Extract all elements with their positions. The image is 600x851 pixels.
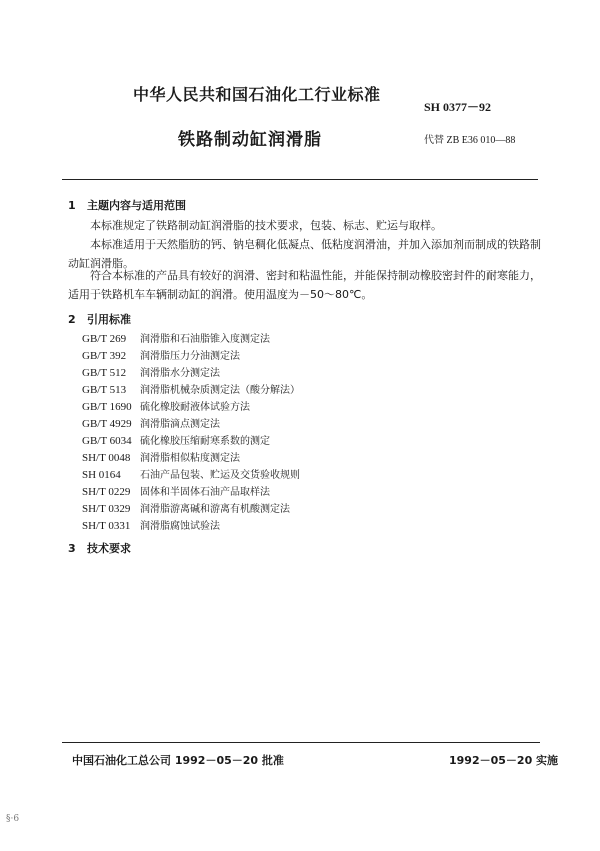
reference-title: 润滑脂滴点测定法 (140, 419, 220, 430)
section-2-heading (68, 311, 131, 327)
reference-title: 固体和半固体石油产品取样法 (140, 487, 270, 498)
reference-item (82, 484, 300, 501)
reference-title: 润滑脂腐蚀试验法 (140, 521, 220, 532)
reference-code: SH/T 0331 (82, 520, 131, 532)
paragraph-scope: 本标准规定了铁路制动缸润滑脂的技术要求，包装、标志、贮运与取样。 (90, 219, 442, 232)
approval-statement: 中国石油化工总公司 1992－05－20 批准 (72, 754, 284, 767)
reference-title: 润滑脂游离碱和游离有机酸测定法 (140, 504, 290, 515)
reference-title: 润滑脂相似粘度测定法 (140, 453, 240, 464)
reference-title: 石油产品包装、贮运及交货验收规则 (140, 470, 300, 481)
reference-code: SH/T 0329 (82, 503, 131, 515)
footer-divider (62, 742, 540, 743)
section-number: 1 (68, 199, 76, 212)
section-3-heading (68, 540, 131, 556)
header-divider (62, 179, 538, 180)
section-title: 主题内容与适用范围 (87, 199, 186, 212)
replaces-standard: 代替 ZB E36 010—88 (424, 135, 516, 146)
reference-code: GB/T 513 (82, 384, 127, 396)
reference-item (82, 399, 300, 416)
reference-item (82, 365, 300, 382)
reference-code: GB/T 392 (82, 350, 127, 362)
reference-title: 硫化橡胶压缩耐寒系数的测定 (140, 436, 270, 447)
reference-code: SH/T 0048 (82, 452, 131, 464)
effective-date: 1992－05－20 实施 (449, 754, 559, 767)
reference-title: 硫化橡胶耐液体试验方法 (140, 402, 250, 413)
reference-code: SH 0164 (82, 469, 121, 481)
reference-item (82, 433, 300, 450)
reference-item (82, 348, 300, 365)
standard-code: SH 0377－92 (424, 100, 492, 114)
reference-title: 润滑脂压力分油测定法 (140, 351, 240, 362)
reference-code: GB/T 269 (82, 333, 127, 345)
reference-item (82, 501, 300, 518)
margin-mark: §·6 (6, 814, 20, 824)
paragraph-applicability: 本标准适用于天然脂肪的钙、钠皂稠化低凝点、低粘度润滑油，并加入添加剂而制成的铁路制动缸润滑脂。 (68, 238, 541, 270)
reference-item (82, 450, 300, 467)
section-number: 2 (68, 313, 76, 326)
reference-title: 润滑脂机械杂质测定法（酸分解法） (140, 385, 300, 396)
reference-item (82, 331, 300, 348)
reference-list (82, 331, 300, 535)
reference-title: 润滑脂水分测定法 (140, 368, 220, 379)
reference-item (82, 382, 300, 399)
reference-title: 润滑脂和石油脂锥入度测定法 (140, 334, 270, 345)
reference-code: GB/T 4929 (82, 418, 132, 430)
standard-organization: 中华人民共和国石油化工行业标准 (133, 85, 381, 104)
paragraph-properties: 符合本标准的产品具有较好的润滑、密封和粘温性能，并能保持制动橡胶密封件的耐寒能力，适用于铁路机车车辆制动缸的润滑。使用温度为－50～80℃。 (68, 269, 541, 301)
reference-code: SH/T 0229 (82, 486, 131, 498)
reference-item (82, 518, 300, 535)
section-title: 引用标准 (87, 313, 131, 326)
reference-code: GB/T 512 (82, 367, 127, 379)
reference-item (82, 416, 300, 433)
section-number: 3 (68, 542, 76, 555)
reference-item (82, 467, 300, 484)
section-title: 技术要求 (87, 542, 131, 555)
reference-code: GB/T 1690 (82, 401, 132, 413)
section-1-heading (68, 197, 186, 213)
reference-code: GB/T 6034 (82, 435, 132, 447)
document-title: 铁路制动缸润滑脂 (178, 130, 322, 150)
